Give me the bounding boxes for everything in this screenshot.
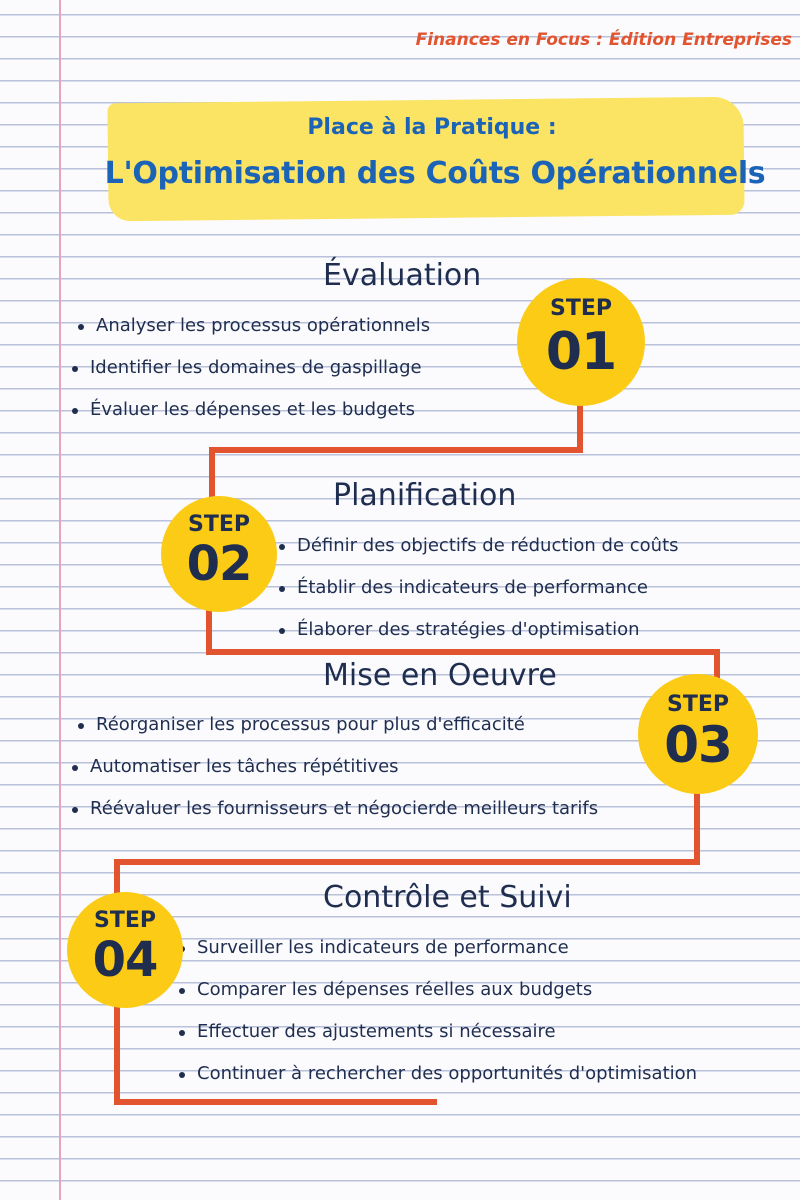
step-4-number: 04 — [92, 932, 158, 988]
step-1-badge — [517, 278, 645, 406]
brand-header: Finances en Focus : Édition Entreprises — [415, 30, 792, 50]
step-1-bullet-2: Identifier les domaines de gaspillage — [90, 354, 424, 396]
step-2-title: Planification — [333, 478, 517, 513]
step-1-number: 01 — [545, 322, 617, 382]
title-line-1: Place à la Pratique : — [307, 115, 557, 140]
step-4-label: STEP — [93, 908, 156, 933]
step-3-bullets — [90, 711, 598, 837]
step-1-bullet-3: Évaluer les dépenses et les budgets — [90, 396, 424, 438]
step-4-badge — [67, 892, 183, 1008]
step-2-bullet-3: Élaborer des stratégies d'optimisation — [297, 616, 679, 658]
step-3-label: STEP — [666, 692, 729, 717]
step-2-badge — [161, 496, 277, 612]
step-2-bullet-2: Établir des indicateurs de performance — [297, 574, 679, 616]
step-2-number: 02 — [186, 536, 252, 592]
step-4-bullet-4: Continuer à rechercher des opportunités d'optimisation — [197, 1060, 697, 1102]
step-3-bullet-3: Réévaluer les fournisseurs et négocierde meilleurs tarifs — [90, 795, 598, 837]
step-1-label: STEP — [549, 296, 612, 321]
step-3-bullet-1: Réorganiser les processus pour plus d'efficacité — [96, 711, 604, 753]
step-3-title: Mise en Oeuvre — [323, 658, 557, 693]
step-4-bullets — [197, 934, 697, 1102]
step-4-bullet-3: Effectuer des ajustements si nécessaire — [197, 1018, 697, 1060]
step-2-bullets — [297, 532, 679, 658]
step-3-badge — [638, 674, 758, 794]
step-3-number: 03 — [664, 716, 732, 774]
step-1-title: Évaluation — [323, 258, 482, 293]
step-4-bullet-1: Surveiller les indicateurs de performance — [197, 934, 697, 976]
step-4-bullet-2: Comparer les dépenses réelles aux budgets — [197, 976, 697, 1018]
step-1-bullets — [90, 312, 431, 438]
step-2-bullet-1: Définir des objectifs de réduction de coûts — [297, 532, 679, 574]
step-3-bullet-2: Automatiser les tâches répétitives — [90, 753, 598, 795]
step-1-bullet-1: Analyser les processus opérationnels — [96, 312, 430, 354]
step-4-title: Contrôle et Suivi — [323, 880, 572, 915]
step-2-label: STEP — [187, 512, 250, 537]
title-line-2: L'Optimisation des Coûts Opérationnels — [104, 156, 766, 191]
